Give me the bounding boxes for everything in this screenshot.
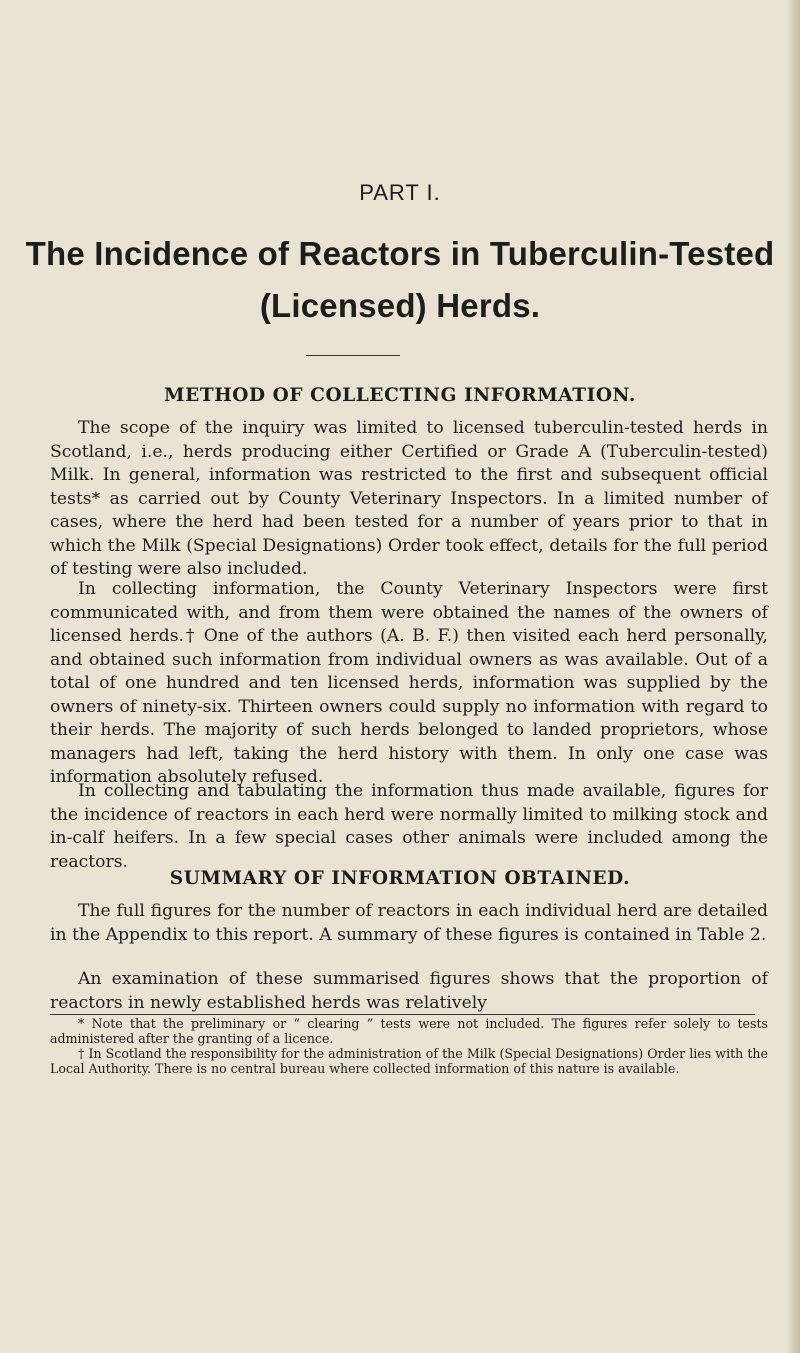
title-line-1: The Incidence of Reactors in Tuberculin-Tested [25,235,775,272]
paragraph-scope: The scope of the inquiry was limited to licensed tuberculin-tested herds in Scotland, i.e., herds producing either Certified or Grade A (Tuberculin-tested) Milk. In general, information was restricted to the first and subsequent official tests* as carried out by County Veterinary Inspectors. In a limited number of cases, where the herd had been tested for a number of years prior to that in which the Milk (Special Designations) Order took effect, details for the full period of testing were also included. [50,418,768,579]
section-heading-summary: SUMMARY OF INFORMATION OBTAINED. [169,868,631,889]
paragraph-examination: An examination of these summarised figures shows that the proportion of reactors in newly established herds was relatively [50,969,768,1013]
footnote-divider [50,1014,755,1015]
paragraph-full-figures: The full figures for the number of reactors in each individual herd are detailed in the Appendix to this report. A summary of these figures is contained in Table 2. [50,901,768,945]
paragraph-tabulating: In collecting and tabulating the information thus made available, figures for the incidence of reactors in each herd were normally limited to milking stock and in-calf heifers. In a few special cases other animals were included among the reactors. [50,781,768,872]
footnote-star: * Note that the preliminary or “ clearing ” tests were not included. The figures refer solely to tests administered after the granting of a licence. [50,1016,768,1046]
title-line-2: (Licensed) Herds. [259,287,541,324]
part-label: PART I. [359,180,441,205]
title-divider [306,355,400,356]
paragraph-collecting: In collecting information, the County Veterinary Inspectors were first communicated with, and from them were obtained the names of the owners of licensed herds.† One of the authors (A. B. F.) then visited each herd personally, and obtained such information from individual owners as was available. Out of a total of one hundred and ten licensed herds, information was supplied by the owners of ninety-six. Thirteen owners could supply no information with regard to their herds. The majority of such herds belonged to landed proprietors, whose managers had left, taking the herd history with them. In only one case was information absolutely refused. [50,579,768,787]
footnote-dagger: † In Scotland the responsibility for the administration of the Milk (Special Designations) Order lies with the Local Authority. There is no central bureau where collected information of this nature is available. [50,1046,768,1076]
section-heading-method: METHOD OF COLLECTING INFORMATION. [164,385,636,406]
